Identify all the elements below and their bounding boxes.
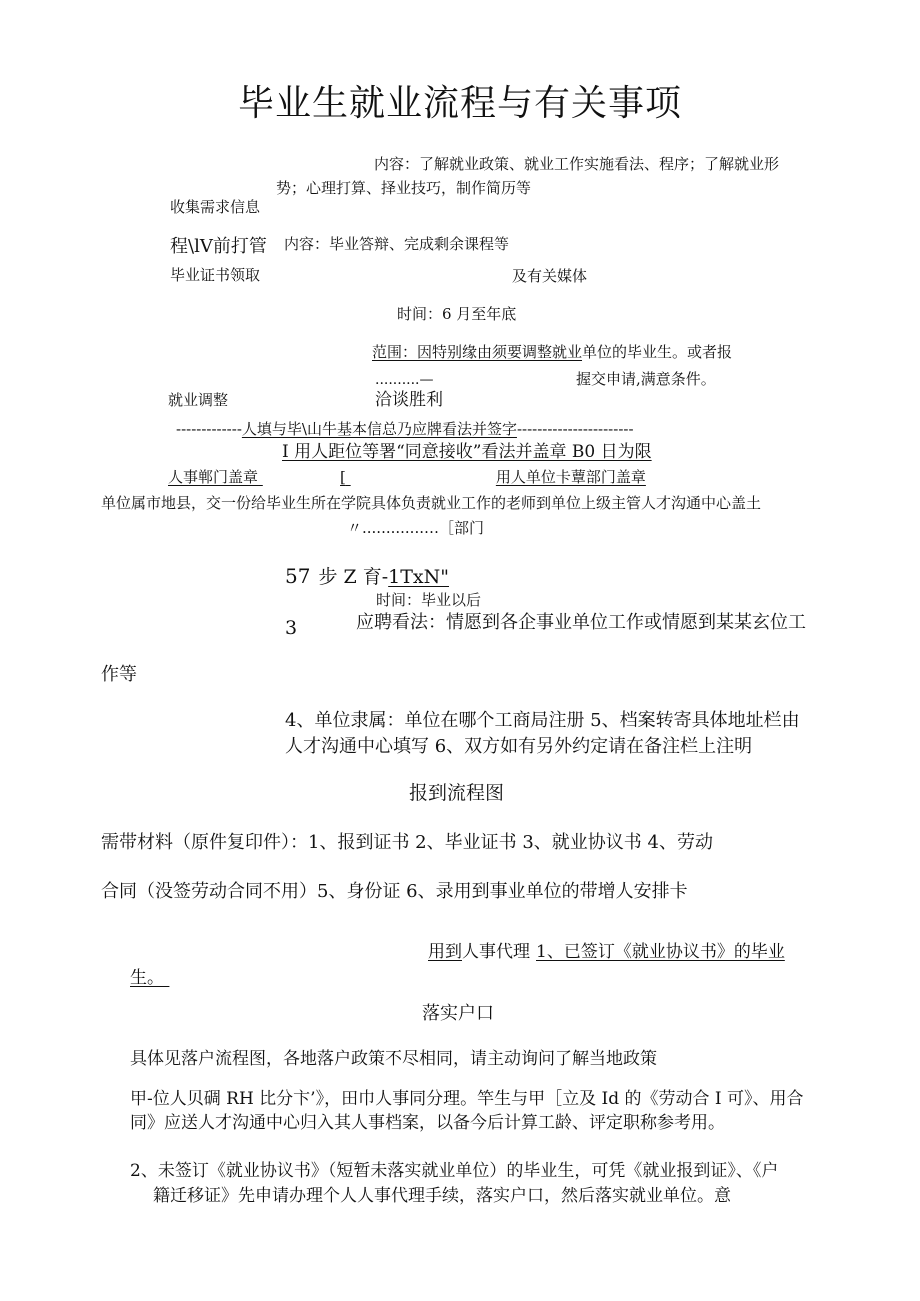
agency-plain: 人事代理 xyxy=(462,942,530,962)
agreement-dash-row xyxy=(176,422,634,437)
scope-underlined: 范围：因特别缘由须要调整就业 xyxy=(372,343,583,361)
agency-underlined-a: 用到 xyxy=(428,942,462,962)
employer-sign-line xyxy=(282,444,652,461)
step-one-content-line1: 内容：了解就业政策、就业工作实施看法、程序；了解就业形 xyxy=(374,155,780,173)
stamp-blank-1 xyxy=(258,470,340,485)
negotiate-success: 洽谈胜利 xyxy=(375,390,443,410)
stamp-blank-2 xyxy=(346,470,496,485)
agency-underlined-b: 1、已签订《就业协议书》的毕业 xyxy=(536,942,785,962)
time-june: 时间：6 月至年底 xyxy=(397,305,517,323)
hr-stamp: 人事郸门盖章 xyxy=(168,468,259,486)
stamp-bracket: [ xyxy=(340,468,346,486)
step57-number: 57 xyxy=(285,564,311,588)
items-456-line1: 4、单位隶属：单位在哪个工商局注册 5、档案转寄具体地址栏由 xyxy=(285,710,800,731)
fill-sign-text: 人填与毕\山牛基本信总乃应牌看法并签字 xyxy=(241,420,517,438)
stamp-row xyxy=(168,470,646,485)
step57-text: 步 Z 育- xyxy=(318,566,389,588)
agency-line2 xyxy=(130,970,178,987)
report-flow-title: 报到流程图 xyxy=(409,782,505,804)
scope-rest: 单位的毕业生。或者报 xyxy=(582,343,733,361)
employer-stamp: 用人单位卡蕈部门盖章 xyxy=(495,468,646,486)
agency-line2-text: 生。 xyxy=(130,968,164,988)
step-two-left-text: 程\lV前打管 xyxy=(170,236,267,257)
submit-application: 握交申请,满意条件。 xyxy=(576,370,716,388)
collect-info-label: 收集需求信息 xyxy=(170,198,261,216)
hukou-line3: 同》应送人才沟通中心归入其人事档案，以备今后计算工龄、评定职称参考用。 xyxy=(130,1113,725,1133)
hukou-line2: 甲-位人贝碉 RH 比分卞’》，田巾人事同分理。竿生与甲［立及 Id 的《劳动合 I 可》、用合 xyxy=(130,1089,804,1109)
step-one-content-line2: 势；心理打算、择业技巧，制作简历等 xyxy=(276,179,532,197)
department-dots: 〃.............…［部门 xyxy=(347,519,484,537)
hukou-line4: 2、未签订《就业协议书》（短暂未落实就业单位）的毕业生，可凭《就业报到证》、《户 xyxy=(130,1161,779,1181)
media-text: 及有关媒体 xyxy=(512,267,588,285)
hukou-line1: 具体见落户流程图，各地落户政策不尽相同，请主动询问了解当地政策 xyxy=(130,1049,657,1069)
agency-line xyxy=(428,944,785,961)
dash-right: ----------------------- xyxy=(516,420,634,438)
item3-number: 3 xyxy=(285,617,298,639)
document-title: 毕业生就业流程与有关事项 xyxy=(237,83,682,124)
item3-text: 应聘看法：情愿到各企事业单位工作或情愿到某某玄位工 xyxy=(356,612,806,633)
employer-sign-underlined: I 用人距位等署“同意接收”看法并盖章 B0 日为限 xyxy=(282,442,652,462)
certificate-label: 毕业证书领取 xyxy=(170,266,261,284)
materials-line2: 合同（没签劳动合同不用）5、身份证 6、录用到事业单位的带增人安排卡 xyxy=(101,881,688,902)
item3-continued: 作等 xyxy=(101,664,137,685)
step57-line xyxy=(285,566,449,587)
step-two-content: 内容：毕业答辩、完成剩余课程等 xyxy=(284,235,510,253)
dash-left: ------------- xyxy=(176,420,242,438)
adjustment-label: 就业调整 xyxy=(168,391,229,409)
hukou-line5: 籍迁移证》先申请办理个人人事代理手续，落实户口，然后落实就业单位。意 xyxy=(153,1186,731,1206)
scope-dots: ..........— xyxy=(375,372,434,388)
materials-line1: 需带材料（原件复印件）：1、报到证书 2、毕业证书 3、就业协议书 4、劳动 xyxy=(101,832,713,853)
scope-text xyxy=(372,345,732,360)
submit-line: 单位属市地县，交一份给毕业生所在学院具体负责就业工作的老师到单位上级主管人才沟通中心盖土 xyxy=(101,494,762,512)
hukou-title: 落实户口 xyxy=(422,1003,494,1024)
items-456-line2: 人才沟通中心填写 6、双方如有另外约定请在备注栏上注明 xyxy=(285,736,753,757)
time-after-graduation: 时间：毕业以后 xyxy=(376,591,482,609)
step57-underlined: 1TxN" xyxy=(388,566,449,588)
